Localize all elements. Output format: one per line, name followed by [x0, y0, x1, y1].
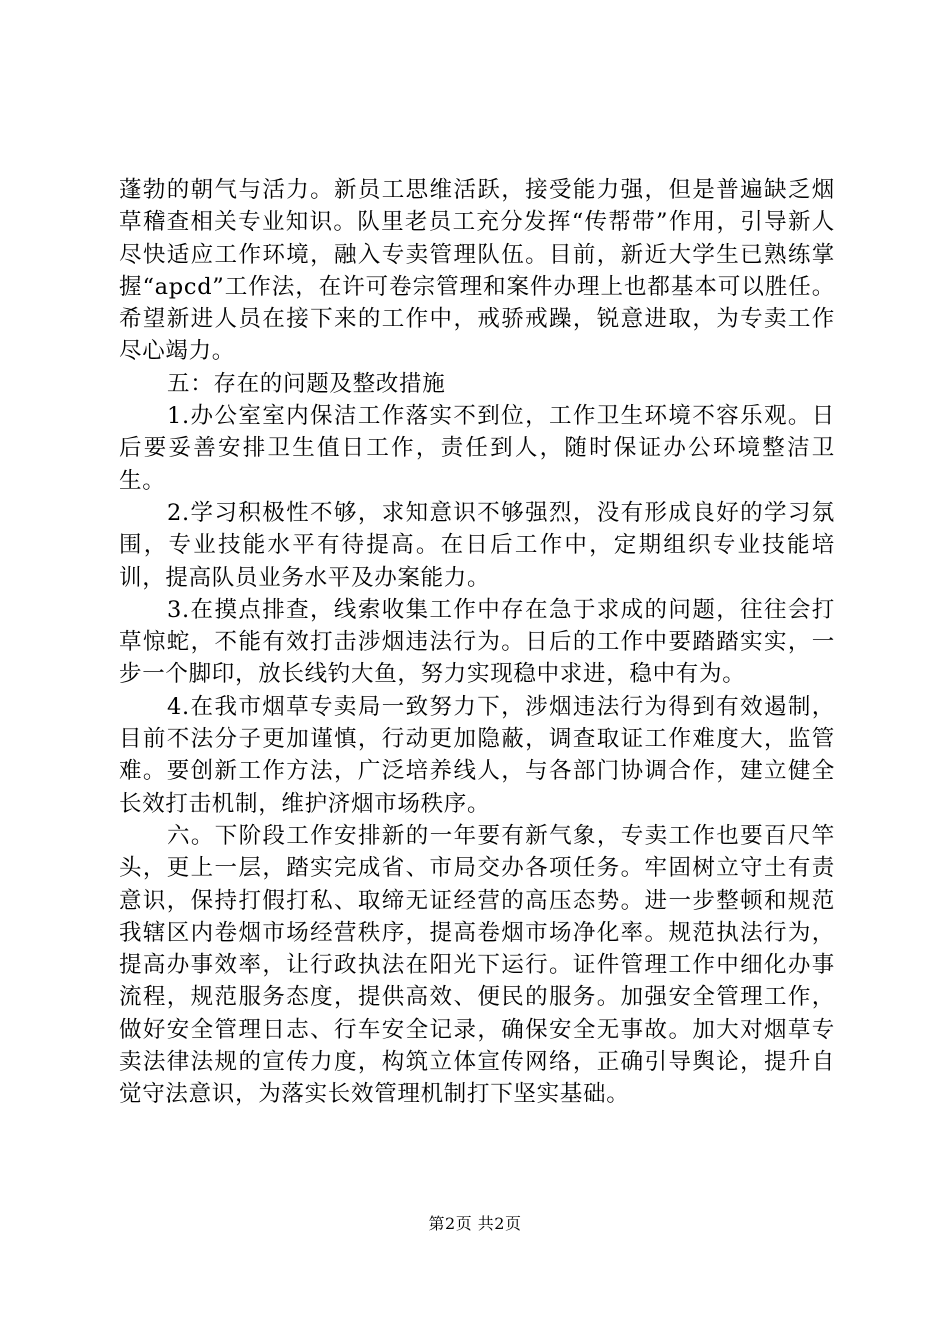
list-item-problem-2: 2.学习积极性不够，求知意识不够强烈，没有形成良好的学习氛围，专业技能水平有待提高。在日后工作中，定期组织专业技能培训，提高队员业务水平及办案能力。 [119, 499, 835, 591]
list-item-problem-3: 3.在摸点排查，线索收集工作中存在急于求成的问题，往往会打草惊蛇，不能有效打击涉烟违法行为。日后的工作中要踏踏实实，一步一个脚印，放长线钓大鱼，努力实现稳中求进，稳中有为。 [119, 596, 835, 688]
list-item-problem-4: 4.在我市烟草专卖局一致努力下，涉烟违法行为得到有效遏制，目前不法分子更加谨慎，行动更加隐蔽，调查取证工作难度大，监管难。要创新工作方法，广泛培养线人，与各部门协调合作，建立健全长效打击机制，维护济烟市场秩序。 [119, 693, 835, 817]
page-footer: 第2页 共2页 [428, 1214, 522, 1233]
section-next-stage-plan: 六。下阶段工作安排新的一年要有新气象，专卖工作也要百尺竿头，更上一层，踏实完成省、市局交办各项任务。牢固树立守土有责意识，保持打假打私、取缔无证经营的高压态势。进一步整顿和规范我辖区内卷烟市场经营秩序，提高卷烟市场净化率。规范执法行为，提高办事效率，让行政执法在阳光下运行。证件管理工作中细化办事流程，规范服务态度，提供高效、便民的服务。加强安全管理工作，做好安全管理日志、行车安全记录，确保安全无事故。加大对烟草专卖法律法规的宣传力度，构筑立体宣传网络，正确引导舆论，提升自觉守法意识，为落实长效管理机制打下坚实基础。 [119, 822, 835, 1108]
document-body [119, 174, 835, 1111]
list-item-problem-1: 1.办公室室内保洁工作落实不到位，工作卫生环境不容乐观。日后要妥善安排卫生值日工作，责任到人，随时保证办公环境整洁卫生。 [119, 403, 835, 494]
paragraph-continuation: 蓬勃的朝气与活力。新员工思维活跃，接受能力强，但是普遍缺乏烟草稽查相关专业知识。队里老员工充分发挥“传帮带”作用，引导新人尽快适应工作环境，融入专卖管理队伍。目前，新近大学生已熟练掌握“apcd”工作法，在许可卷宗管理和案件办理上也都基本可以胜任。希望新进人员在接下来的工作中，戒骄戒躁，锐意进取，为专卖工作尽心竭力。 [119, 177, 835, 365]
section-heading-problems: 五：存在的问题及整改措施 [167, 370, 446, 397]
